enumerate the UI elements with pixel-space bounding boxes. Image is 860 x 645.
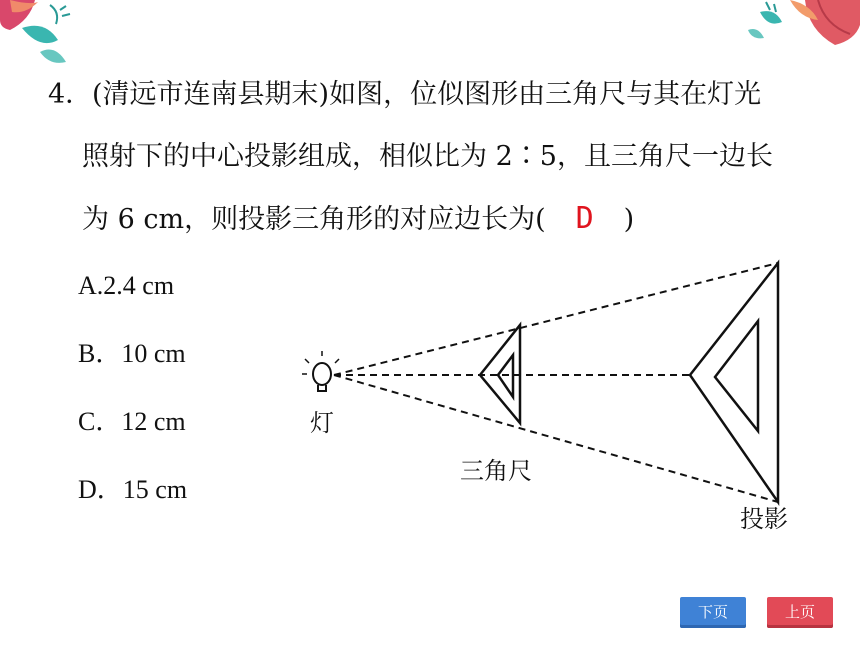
option-a: A.2.4 cm [78, 271, 175, 300]
question-line-3-end: ) [623, 204, 635, 235]
leaf-decoration-left [0, 0, 90, 70]
previous-page-button[interactable]: 上页 [767, 597, 833, 628]
triangle-ruler-shape [480, 325, 520, 423]
answer-text: D [575, 201, 594, 236]
projection-figure [300, 255, 820, 539]
question-line-2: 照射下的中心投影组成，相似比为 2∶5，且三角尺一边长 [82, 141, 773, 172]
projection-triangle-shape [690, 263, 778, 502]
option-c: C．12 cm [78, 407, 186, 436]
lamp-icon [302, 351, 339, 391]
question-line-1-text: (清远市连南县期末)如图，位似图形由三角尺与其在灯光 [92, 79, 762, 110]
ruler-label: 三角尺 [460, 457, 532, 485]
next-page-button[interactable]: 下页 [680, 597, 746, 628]
light-rays [334, 263, 778, 502]
question-line-3-text: 为 6 cm，则投影三角形的对应边长为( [82, 204, 546, 235]
question-number: 4． [48, 79, 93, 110]
lamp-label: 灯 [310, 409, 334, 437]
question-line-3 [48, 188, 848, 251]
option-d: D．15 cm [78, 475, 188, 504]
question-text [48, 64, 848, 251]
question-line-1 [48, 64, 848, 126]
answer-options [78, 264, 187, 536]
option-b: B．10 cm [78, 339, 186, 368]
projection-diagram [300, 255, 820, 535]
projection-label: 投影 [740, 505, 788, 533]
leaf-decoration-right [730, 0, 860, 70]
